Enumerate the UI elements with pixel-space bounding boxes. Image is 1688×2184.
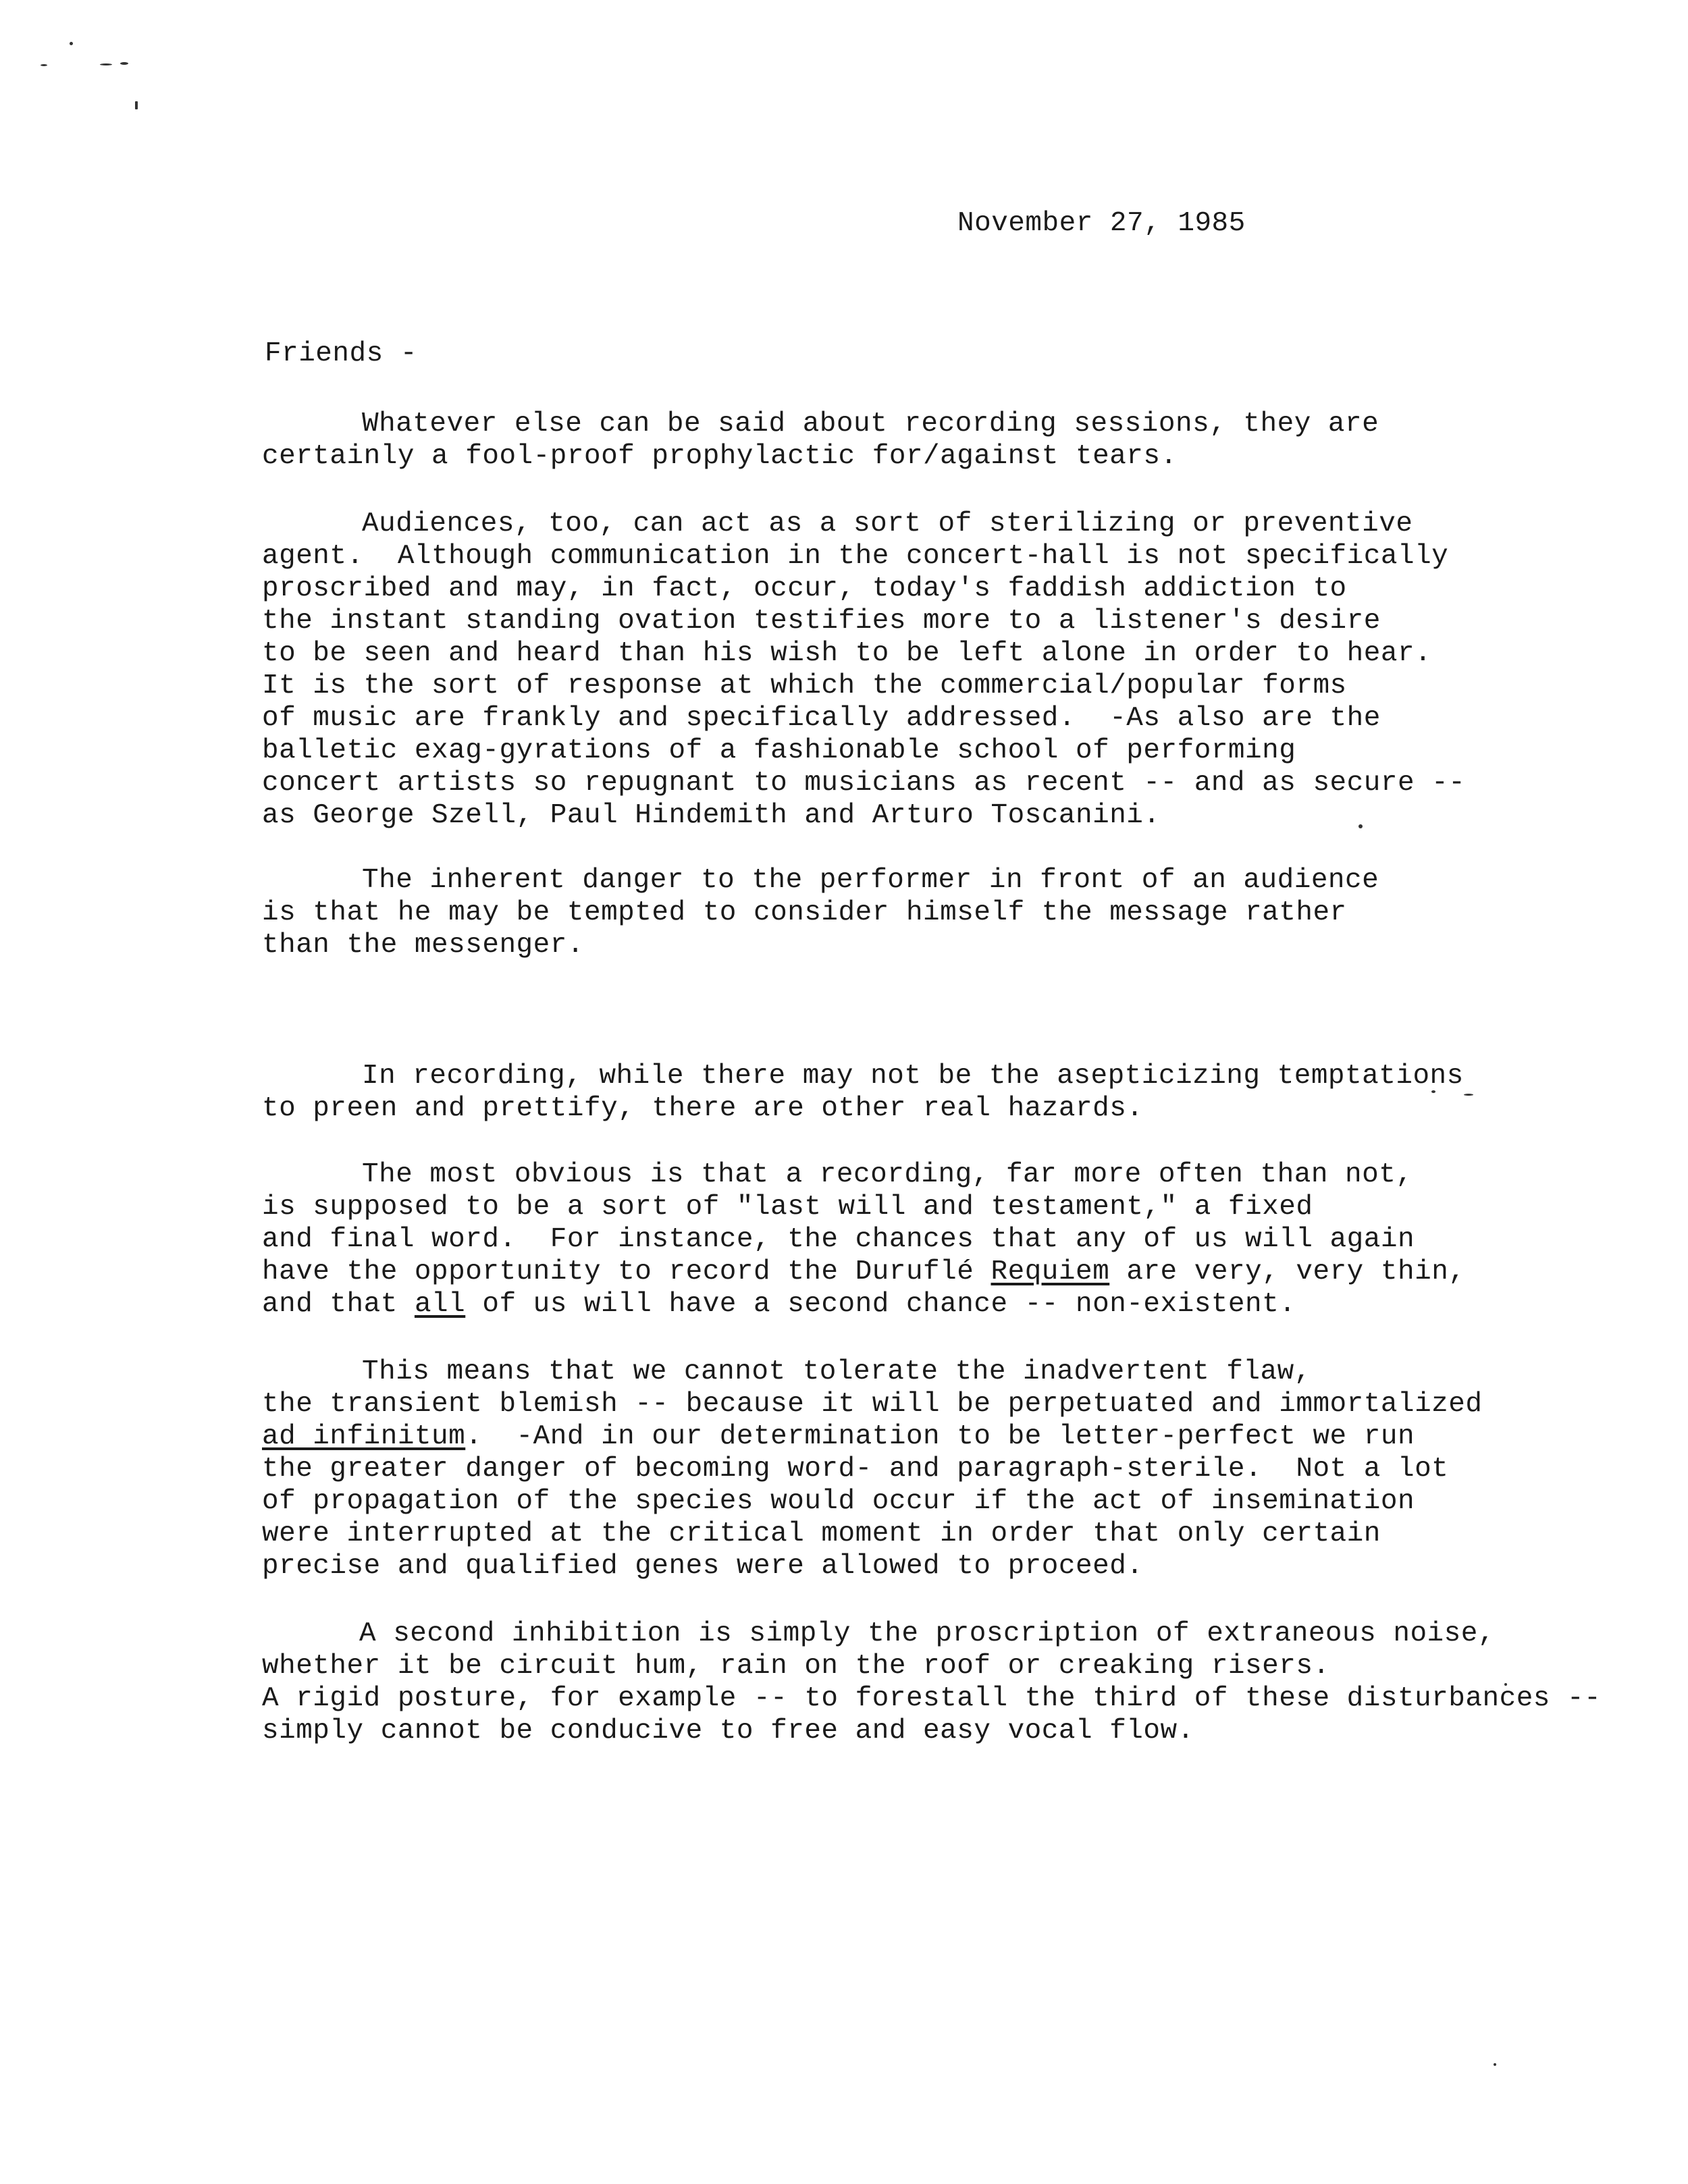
paragraph-line: than the messenger. bbox=[262, 930, 584, 961]
scan-speck bbox=[41, 64, 47, 66]
paragraph-line: agent. Although communication in the concert-hall is not specifically bbox=[262, 541, 1449, 572]
paragraph-line: Audiences, too, can act as a sort of sterilizing or preventive bbox=[362, 508, 1413, 539]
paragraph-line: is supposed to be a sort of "last will and testament," a fixed bbox=[262, 1192, 1313, 1223]
paragraph-line: In recording, while there may not be the asepticizing temptations bbox=[362, 1061, 1464, 1092]
paragraph-line: and final word. For instance, the chances that any of us will again bbox=[262, 1224, 1415, 1255]
salutation: Friends - bbox=[265, 338, 417, 369]
scan-speck bbox=[100, 63, 112, 65]
paragraph-line: the transient blemish -- because it will be perpetuated and immortalized bbox=[262, 1389, 1483, 1420]
paragraph-line: as George Szell, Paul Hindemith and Arturo Toscanini. bbox=[262, 800, 1161, 831]
paragraph-line bbox=[262, 1420, 1415, 1453]
paragraph-line: This means that we cannot tolerate the inadvertent flaw, bbox=[362, 1356, 1311, 1387]
scan-speck bbox=[70, 42, 73, 45]
paragraph-line: is that he may be tempted to consider himself the message rather bbox=[262, 897, 1347, 928]
latin-phrase: ad infinitum bbox=[262, 1421, 466, 1452]
paragraph-line: proscribed and may, in fact, occur, today's faddish addiction to bbox=[262, 573, 1347, 604]
line-text: are very, very thin, bbox=[1109, 1256, 1466, 1287]
letter-date: November 27, 1985 bbox=[957, 208, 1246, 239]
paragraph-line: of music are frankly and specifically addressed. -As also are the bbox=[262, 703, 1381, 734]
scan-speck bbox=[135, 101, 138, 109]
paragraph-line: Whatever else can be said about recording sessions, they are bbox=[362, 408, 1379, 440]
emphasis: all bbox=[414, 1289, 466, 1320]
line-text: have the opportunity to record the Duruflé bbox=[262, 1256, 991, 1287]
paragraph-line: simply cannot be conducive to free and easy vocal flow. bbox=[262, 1715, 1194, 1747]
paragraph-line: It is the sort of response at which the commercial/popular forms bbox=[262, 670, 1347, 701]
paragraph-line: certainly a fool-proof prophylactic for/against tears. bbox=[262, 441, 1178, 472]
paragraph-line: The most obvious is that a recording, far more often than not, bbox=[362, 1159, 1413, 1190]
paragraph-line: whether it be circuit hum, rain on the roof or creaking risers. bbox=[262, 1651, 1330, 1682]
line-text: and that bbox=[262, 1289, 415, 1320]
paragraph-line bbox=[262, 1288, 1296, 1321]
paragraph-line: to preen and prettify, there are other real hazards. bbox=[262, 1093, 1144, 1124]
scan-speck bbox=[120, 62, 128, 65]
paragraph-line: of propagation of the species would occur if the act of insemination bbox=[262, 1486, 1415, 1517]
line-text: of us will have a second chance -- non-existent. bbox=[465, 1289, 1296, 1320]
paragraph-line: balletic exag-gyrations of a fashionable school of performing bbox=[262, 735, 1296, 766]
paragraph-line: The inherent danger to the performer in front of an audience bbox=[362, 865, 1379, 896]
paragraph-line: were interrupted at the critical moment in order that only certain bbox=[262, 1518, 1381, 1549]
paragraph-line: precise and qualified genes were allowed to proceed. bbox=[262, 1551, 1144, 1582]
paragraph-line: A second inhibition is simply the proscription of extraneous noise, bbox=[359, 1618, 1495, 1649]
scan-speck bbox=[1359, 824, 1363, 828]
paragraph-line bbox=[262, 1256, 1465, 1288]
paragraph-line: A rigid posture, for example -- to forestall the third of these disturbances -- bbox=[262, 1683, 1602, 1714]
work-title: Requiem bbox=[991, 1256, 1110, 1287]
paragraph-line: concert artists so repugnant to musicians as recent -- and as secure -- bbox=[262, 768, 1466, 799]
paragraph-line: the greater danger of becoming word- and paragraph-sterile. Not a lot bbox=[262, 1454, 1449, 1485]
paragraph-line: to be seen and heard than his wish to be left alone in order to hear. bbox=[262, 638, 1432, 669]
line-text: . -And in our determination to be letter-perfect we run bbox=[465, 1421, 1415, 1452]
scan-speck bbox=[1494, 2063, 1496, 2066]
paragraph-line: the instant standing ovation testifies more to a listener's desire bbox=[262, 606, 1381, 637]
scan-speck bbox=[1464, 1094, 1473, 1096]
